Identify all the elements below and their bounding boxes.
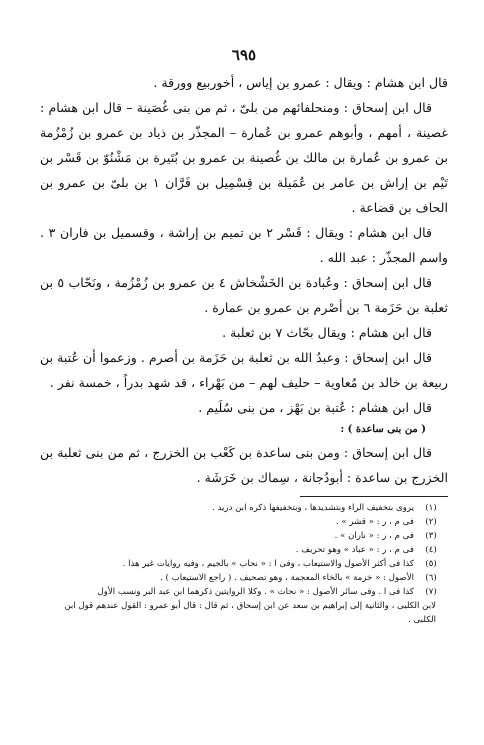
section-heading: ( من بنى ساعدة ) :: [340, 424, 426, 435]
footnote-text: كذا فى أكثر الأصول والاستيعاب ، وفى ا : « نحاب » بالجيم ، وفيه روايات غير هذا .: [122, 559, 414, 569]
footnote-7: [40, 585, 448, 599]
footnote-number: (٦): [425, 573, 437, 583]
paragraph-5: قال ابن هشام : ويقال بحّاث ٧ بن ثعلبة .: [222, 325, 432, 340]
footnote-4: [40, 543, 448, 557]
footnote-divider: [300, 496, 448, 497]
footnote-number: (٧): [425, 587, 437, 597]
paragraph-final: قال ابن إسحاق : ومن بنى ساعدة بن كَعْب بن الخزرج ، ثم من بنى ثعلبة بن الخزرج بن ساعدة : أبودُجانة ، سِماك بن خَرَشَة .: [40, 445, 448, 485]
footnote-text: فى م ، ر : « ناران » .: [334, 531, 414, 541]
footnote-number: (٤): [425, 545, 437, 555]
footnote-text: الأصول : « خزمة » بالخاء المعجمة ، وهو تصحيف . ( راجع الاستيعاب ) .: [160, 573, 414, 583]
footnote-text: فى م ، ر : « عباد » وهو تحريف .: [295, 545, 414, 555]
paragraph-4: قال ابن إسحاق : وعُبادة بن الخَشْخاش ٤ بن عمرو بن زُمْزُمة ، ونَحّاب ٥ بن ثعلبة بن حَزَمة ٦ بن أصْرم بن عمرو بن عمارة .: [40, 275, 448, 315]
footnote-number: (٣): [425, 531, 437, 541]
paragraph-7: قال ابن هشام : عُتبة بن بَهْز ، من بنى سُلَيم .: [198, 400, 432, 415]
paragraph-1: قال ابن هشام : ويقال : عمرو بن إياس ، أخوربيع وورقة .: [153, 75, 448, 90]
footnote-text: يروى بتخفيف الراء وبتشديدها ، وبتخفيفها ذكره ابن دريد .: [212, 503, 414, 513]
paragraph-6: قال ابن إسحاق : وعبدُ الله بن ثعلبة بن حَزَمة بن أصرم . وزعموا أن عُتبة بن ربيعة بن خالد بن مُعاوية – حليف لهم – من بَهْراء ، قد شهد بدراً ، خمسة نفر .: [40, 350, 448, 390]
footnote-number: (٥): [425, 559, 437, 569]
paragraph-3: قال ابن هشام : ويقال : قَسْر ٢ بن تميم بن إراشة ، وقسميل بن فاران ٣ . واسم المجذّر : عبد الله .: [40, 225, 448, 265]
page-number: ٦٩٥: [231, 46, 257, 64]
footnote-5: [40, 557, 448, 571]
footnote-number: (٢): [425, 517, 437, 527]
footnote-number: (١): [425, 503, 437, 513]
paragraph-2: قال ابن إسحاق : ومنحلفائهم من بلىّ ، ثم من بنى غُصَينة – قال ابن هشام : غصينة ، أمهم ، وأبوهم عمرو بن عُمارة – المجذّر بن ذياد بن عمرو بن زُمْزُمة بن عمرو بن عُمارة بن مالك بن غُصينة بن عمرو بن بُتَيرة بن مَشْنُوّ بن قَسْر بن تَيْم بن إراش بن عامر بن عُمَيلة بن قِسْمِيل بن فَرَّان ١ بن بلىّ بن عمرو بن الحاف بن قضاعة .: [40, 100, 448, 215]
footnote-continuation: لابن الكلبى ، والثانية إلى إبراهيم بن سعد عن ابن إسحاق ، ثم قال : قال أبو عمرو : القول عندهم قول ابن الكلبى .: [64, 601, 436, 625]
footnote-3: [40, 529, 448, 543]
footnote-text: فى م ، ر : « قشر » .: [335, 517, 414, 527]
footnote-1: [40, 501, 448, 515]
footnote-text: كذا فى ا . وفى سائر الأصول : « نحاث » . وكلا الروايتين ذكرهما ابن عبد البر ونسب الأول: [97, 587, 414, 597]
footnote-2: [40, 515, 448, 529]
footnote-6: [40, 571, 448, 585]
